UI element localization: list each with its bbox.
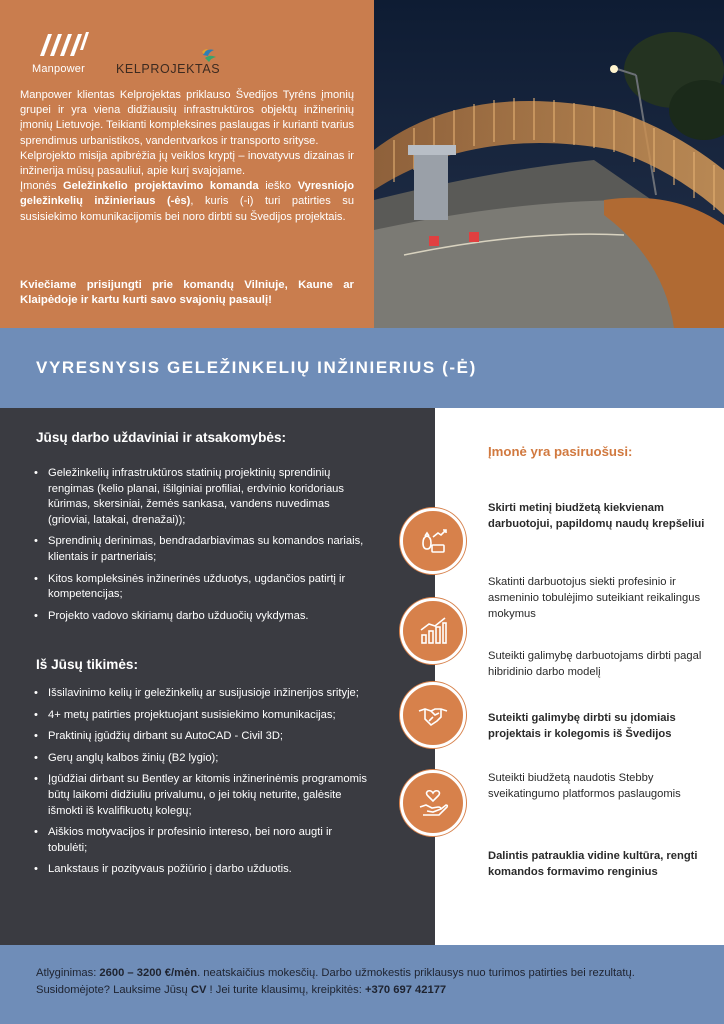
hero-photo	[374, 0, 724, 328]
bridge-night-photo	[374, 0, 724, 328]
benefits-panel	[435, 408, 724, 945]
benefit-item: Suteikti galimybę darbuotojams dirbti pagal hibridinio darbo modelį	[488, 650, 702, 678]
heart-hand-icon	[400, 770, 466, 836]
logos	[32, 28, 232, 76]
contact-line: Susidomėjote? Lauksime Jūsų CV ! Jei turite klausimų, kreipkitės: +370 697 42177	[36, 984, 447, 996]
duties-heading: Jūsų darbo uždaviniai ir atsakomybės:	[36, 430, 287, 445]
job-title: VYRESNYSIS GELEŽINKELIŲ INŽINIERIUS (-Ė)	[36, 358, 477, 377]
list-item: • Išsilavinimo kelių ir geležinkelių ar susijusioje inžinerijos srityje;	[34, 686, 374, 702]
manpower-logo-icon	[38, 28, 90, 58]
handshake-icon	[400, 682, 466, 748]
benefit-item: Suteikti galimybę dirbti su įdomiais projektais ir kolegomis iš Švedijos	[488, 712, 676, 740]
intro-paragraph-1: Manpower klientas Kelprojektas priklauso Švedijos Tyréns įmonių grupei ir yra viena didžiausių infrastruktūros objektų inžinerinių įmonių Lietuvoje. Teikianti kompleksines paslaugas ir kurianti tvarius sprendimus urbanistikos, vandentvarkos ir transporto srityse.	[20, 89, 355, 147]
list-item: • Aiškios motyvacijos ir profesinio intereso, bei noro augti ir tobulėti;	[34, 825, 374, 856]
invitation-text: Kviečiame prisijungti prie komandų Vilniuje, Kaune ar Klaipėdoje ir kartu kurti savo svajonių pasaulį!	[20, 279, 354, 307]
manpower-wordmark: Manpower	[32, 63, 85, 75]
intro-panel	[0, 0, 374, 328]
job-details	[0, 408, 724, 945]
list-item: • Kitos kompleksinės inžinerinės užduotys, ugdančios patirtį ir kompetencijas;	[34, 572, 374, 603]
benefit-item: Skirti metinį biudžetą kiekvienam darbuotojui, papildomų naudų krepšeliui	[488, 502, 705, 530]
list-item: • Įgūdžiai dirbant su Bentley ar kitomis inžinerinėmis programomis būtų laikomi didžiuliu privalumu, o jei tokių neturite, galėsite išmokti iš kvalifikuotų kolegų;	[34, 772, 374, 819]
benefit-item: Skatinti darbuotojus siekti profesinio ir asmeninio tobulėjimo suteikiant reikalingus mokymus	[488, 576, 701, 620]
expectations-heading: Iš Jūsų tikimės:	[36, 657, 138, 672]
kelprojektas-wordmark: KELPROJEKTAS	[116, 62, 221, 76]
company-description	[20, 88, 354, 225]
cv-link[interactable]: CV	[190, 984, 207, 996]
benefits-heading: Įmonė yra pasiruošusi:	[488, 444, 633, 459]
benefit-item: Suteikti biudžetą naudotis Stebby sveikatingumo platformos paslaugomis	[488, 772, 681, 800]
list-item: • Praktinių įgūdžių dirbant su AutoCAD - Civil 3D;	[34, 729, 374, 745]
list-item: • Lankstaus ir pozityvaus požiūrio į darbo užduotis.	[34, 862, 374, 878]
bar-chart-icon	[400, 598, 466, 664]
list-item: • 4+ metų patirties projektuojant susisiekimo komunikacijas;	[34, 708, 374, 724]
list-item: • Sprendinių derinimas, bendradarbiavimas su komandos nariais, klientais ir partneriais;	[34, 534, 374, 565]
list-item: • Gerų anglų kalbos žinių (B2 lygio);	[34, 751, 374, 767]
list-item: • Geležinkelių infrastruktūros statinių projektinių sprendinių rengimas (kelio planai, išilginiai profiliai, erdvinio koridoriaus kūrimas, skersiniai, žemės sankasa, vandens nuvedimas (grioviai, latakai, drenažai));	[34, 466, 374, 528]
kelprojektas-logo-icon	[200, 46, 218, 64]
phone-number[interactable]: +370 697 42177	[364, 984, 447, 996]
money-growth-icon	[400, 508, 466, 574]
salary-line: Atlyginimas: 2600 – 3200 €/mėn. neatskaičius mokesčių. Darbo užmokestis priklausys nuo turimos patirties bei rezultatų.	[36, 967, 635, 979]
duties-list	[34, 466, 374, 630]
intro-paragraph-3: Įmonės Geležinkelio projektavimo komanda ieško Vyresniojo geležinkelių inžinieriaus (-ės), kuris (-i) turi patirties su susisiekimo komunikacijomis bei noro dirbti su Švedijos projektais.	[20, 180, 354, 223]
expectations-list	[34, 686, 374, 884]
intro-paragraph-2: Kelprojekto misija apibrėžia jų veiklos kryptį – inovatyvus dizainas ir inžinerija mūsų pasauliui, apie kurį svajojame.	[20, 149, 354, 178]
list-item: • Projekto vadovo skiriamų darbo užduočių vykdymas.	[34, 609, 374, 625]
benefit-item: Dalintis patrauklia vidine kultūra, rengti komandos formavimo renginius	[488, 850, 698, 878]
title-band	[0, 328, 724, 408]
header-section	[0, 0, 724, 328]
footer	[0, 945, 724, 1024]
